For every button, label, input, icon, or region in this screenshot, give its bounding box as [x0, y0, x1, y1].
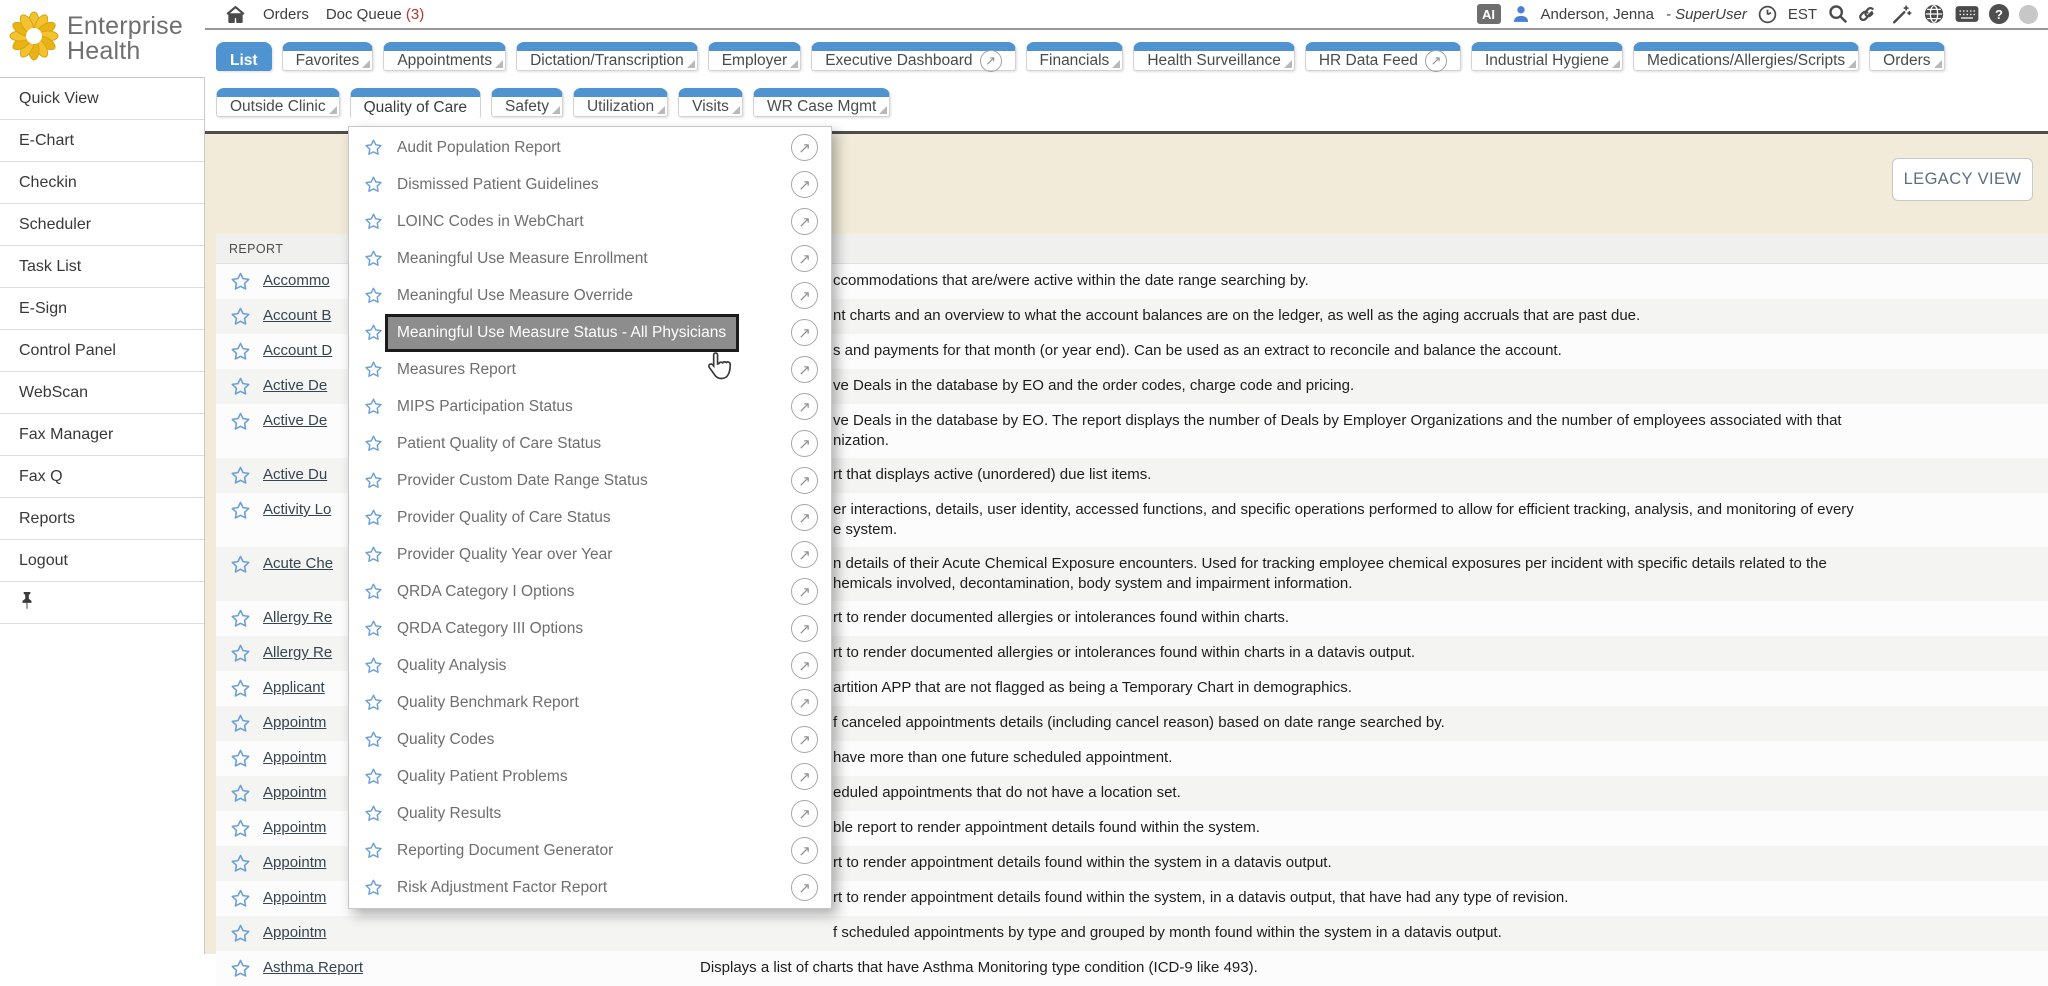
tab-list[interactable] [216, 42, 272, 71]
favorite-star-icon[interactable] [364, 693, 384, 712]
dropdown-item-label-wrap [397, 324, 791, 342]
help-icon[interactable]: ? [1989, 4, 2009, 24]
sidebar-item-label: Task List [19, 257, 82, 275]
favorite-star-icon[interactable] [364, 138, 384, 157]
dropdown-item-label-wrap [397, 583, 791, 601]
tab-employer[interactable] [708, 42, 801, 71]
report-link[interactable]: Appointm [263, 819, 327, 836]
logo-line1: Enterprise [67, 11, 183, 40]
open-report-arrow-icon[interactable]: ↗ [791, 208, 818, 235]
report-link[interactable]: Active Du [263, 466, 328, 483]
dropdown-item-label-wrap [397, 435, 791, 453]
report-description [700, 748, 2048, 768]
report-description-line: s and payments for that month (or year end). Can be used as an extract to reconcile and balance the account. [833, 342, 1562, 359]
tab-label: Quality of Care [363, 98, 468, 116]
pin-icon [19, 591, 35, 615]
report-description-line: nization. [833, 432, 889, 449]
report-description-line: rt to render appointment details found within the system, in a datavis output, that have had any type of revision. [833, 889, 1569, 906]
tab-appointments[interactable] [383, 42, 506, 71]
favorite-star-icon[interactable] [230, 271, 252, 292]
sidebar-item-fax-q[interactable] [0, 456, 204, 498]
dropdown-menu-item[interactable] [349, 832, 831, 869]
dropdown-item-label-wrap [397, 472, 791, 490]
report-description [700, 608, 2048, 628]
favorite-star-icon[interactable] [364, 360, 384, 379]
dropdown-item-label: Patient Quality of Care Status [397, 434, 602, 452]
favorite-star-icon[interactable] [364, 656, 384, 675]
favorite-star-icon[interactable] [364, 175, 384, 194]
sidebar-item-label: Logout [19, 551, 68, 569]
favorite-star-icon[interactable] [364, 804, 384, 823]
dropdown-menu-item[interactable] [349, 795, 831, 832]
report-description [700, 554, 2048, 594]
tab-outside-clinic[interactable] [216, 88, 340, 117]
tab-label: Industrial Hygiene [1484, 51, 1610, 69]
tab-label: Employer [721, 51, 788, 69]
open-report-arrow-icon[interactable]: ↗ [791, 393, 818, 420]
dropdown-item-label: QRDA Category III Options [397, 619, 584, 637]
tab-orders[interactable] [1869, 42, 1944, 71]
tab-quality-of-care[interactable] [350, 88, 481, 119]
report-description [700, 271, 2048, 291]
dropdown-item-label: Meaningful Use Measure Override [397, 286, 634, 304]
sidebar-item-e-chart[interactable] [0, 120, 204, 162]
tab-financials[interactable] [1026, 42, 1124, 71]
dropdown-item-label-wrap [397, 694, 791, 712]
sidebar-item-reports[interactable] [0, 498, 204, 540]
report-description-line: e system. [833, 521, 898, 538]
open-report-arrow-icon[interactable]: ↗ [791, 874, 818, 901]
report-link[interactable]: Applicant [263, 679, 325, 696]
tab-safety[interactable] [491, 88, 563, 117]
tab-label: Dictation/Transcription [530, 51, 684, 69]
breadcrumb-orders[interactable]: Orders [263, 5, 309, 23]
dropdown-item-label-wrap [397, 842, 791, 860]
doc-queue-count: (3) [405, 5, 425, 23]
open-report-arrow-icon[interactable]: ↗ [791, 134, 818, 161]
dropdown-menu-item[interactable] [349, 684, 831, 721]
report-link[interactable]: Account B [263, 307, 332, 324]
tab-label: Orders [1883, 51, 1931, 69]
clock-icon[interactable] [1757, 4, 1778, 25]
tab-label: List [230, 51, 258, 69]
report-description [700, 853, 2048, 873]
open-report-arrow-icon[interactable]: ↗ [791, 245, 818, 272]
report-description-line: er interactions, details, user identity, accessed functions, and specific operations performed to allow for efficient tracking, analysis, and monitoring of every [833, 501, 1854, 518]
open-report-arrow-icon[interactable]: ↗ [791, 763, 818, 790]
tab-row-1 [216, 42, 1945, 71]
ai-badge[interactable]: AI [1477, 4, 1501, 24]
dropdown-item-label-wrap [397, 250, 791, 268]
report-link[interactable]: Account D [263, 342, 333, 359]
top-bar [205, 0, 2048, 30]
dropdown-item-label: Quality Analysis [397, 656, 507, 674]
report-description-line: ble report to render appointment details found within the system. [833, 819, 1260, 836]
favorite-star-icon[interactable] [230, 818, 252, 839]
tab-label: Safety [505, 97, 549, 115]
tab-label: Executive Dashboard [825, 51, 973, 69]
report-link[interactable]: Appointm [263, 749, 327, 766]
favorite-star-icon[interactable] [230, 923, 252, 944]
report-link[interactable]: Allergy Re [263, 609, 333, 626]
sidebar-item-label: Fax Manager [19, 425, 114, 443]
report-link[interactable]: Asthma Report [263, 959, 364, 976]
top-right-toolbar [1477, 3, 2048, 25]
sidebar-item-label: WebScan [19, 383, 89, 401]
favorite-star-icon[interactable] [364, 619, 384, 638]
tab-label: WR Case Mgmt [766, 97, 877, 115]
favorite-star-icon[interactable] [230, 783, 252, 804]
dropdown-menu-item[interactable] [349, 462, 831, 499]
report-description-line: have more than one future scheduled appointment. [833, 749, 1173, 766]
favorite-star-icon[interactable] [230, 678, 252, 699]
favorite-star-icon[interactable] [230, 643, 252, 664]
report-description-line: Displays a list of charts that have Asthma Monitoring type condition (ICD-9 like 493). [700, 959, 1258, 976]
report-link[interactable]: Active De [263, 377, 328, 394]
open-report-arrow-icon[interactable]: ↗ [791, 282, 818, 309]
dropdown-item-label: Quality Patient Problems [397, 767, 568, 785]
dropdown-item-label: LOINC Codes in WebChart [397, 212, 584, 230]
app-logo [0, 0, 205, 78]
timezone-label: EST [1787, 5, 1817, 23]
report-description-line: nt charts and an overview to what the account balances are on the ledger, as well as the aging accruals that are past due. [833, 307, 1641, 324]
open-report-arrow-icon[interactable]: ↗ [791, 837, 818, 864]
favorite-star-icon[interactable] [364, 286, 384, 305]
report-description-line: eduled appointments that do not have a location set. [833, 784, 1181, 801]
report-description [700, 643, 2048, 663]
favorite-star-icon[interactable] [230, 341, 252, 362]
open-report-arrow-icon[interactable]: ↗ [791, 689, 818, 716]
report-description-line: rt to render documented allergies or intolerances found within charts in a datavis output. [833, 644, 1415, 661]
sidebar-item-label: E-Chart [19, 131, 75, 149]
dropdown-item-label-wrap [397, 805, 791, 823]
sidebar-item-e-sign[interactable] [0, 288, 204, 330]
tab-industrial-hygiene[interactable] [1471, 42, 1623, 71]
wand-icon[interactable] [1891, 3, 1913, 25]
report-description-line: ve Deals in the database by EO and the order codes, charge code and pricing. [833, 377, 1355, 394]
tab-label: Financials [1039, 51, 1110, 69]
dropdown-item-label: Quality Codes [397, 730, 495, 748]
sidebar-item-label: Scheduler [19, 215, 92, 233]
open-report-arrow-icon[interactable]: ↗ [791, 615, 818, 642]
dropdown-menu-item[interactable] [349, 647, 831, 684]
table-row [216, 951, 2048, 986]
report-description [700, 888, 2048, 908]
dropdown-item-label-wrap [397, 213, 791, 231]
logo-line2: Health [67, 36, 141, 65]
favorite-star-icon[interactable] [230, 713, 252, 734]
sidebar-item-scheduler[interactable] [0, 204, 204, 246]
breadcrumb [225, 4, 424, 25]
dropdown-menu-item[interactable] [349, 425, 831, 462]
favorite-star-icon[interactable] [364, 434, 384, 453]
link-icon[interactable] [1859, 3, 1881, 25]
report-link[interactable]: Activity Lo [263, 501, 332, 518]
report-description [700, 958, 2048, 978]
sidebar-item-checkin[interactable] [0, 162, 204, 204]
favorite-star-icon[interactable] [364, 878, 384, 897]
dropdown-menu-item[interactable] [349, 499, 831, 536]
report-description [700, 500, 2048, 540]
report-description-line: f scheduled appointments by type and grouped by month found within the system in a datavis output. [833, 924, 1502, 941]
dropdown-item-label: QRDA Category I Options [397, 582, 575, 600]
dropdown-menu-item[interactable] [349, 240, 831, 277]
home-icon[interactable] [225, 4, 246, 25]
report-description-line: ccommodations that are/were active within the date range searching by. [833, 272, 1309, 289]
user-name[interactable]: Anderson, Jenna [1540, 5, 1654, 23]
dropdown-item-label: MIPS Participation Status [397, 397, 573, 415]
favorite-star-icon[interactable] [230, 608, 252, 629]
dropdown-item-label: Quality Benchmark Report [397, 693, 579, 711]
open-report-arrow-icon[interactable]: ↗ [791, 541, 818, 568]
dropdown-item-label-wrap [397, 879, 791, 897]
sidebar-item-webscan[interactable] [0, 372, 204, 414]
globe-icon[interactable] [1923, 3, 1945, 25]
report-link[interactable]: Allergy Re [263, 644, 333, 661]
open-report-arrow-icon[interactable]: ↗ [791, 356, 818, 383]
report-description-line: rt to render appointment details found within the system in a datavis output. [833, 854, 1332, 871]
open-report-arrow-icon[interactable]: ↗ [791, 726, 818, 753]
tab-label: Outside Clinic [230, 97, 326, 115]
report-column-header: REPORT [216, 234, 2048, 264]
enterprise-health-flower-icon [8, 10, 60, 67]
dropdown-item-label: Measures Report [397, 360, 516, 378]
report-description [700, 923, 2048, 943]
dropdown-menu-item[interactable] [349, 277, 831, 314]
dropdown-item-label-wrap [397, 731, 791, 749]
tab-visits[interactable] [678, 88, 743, 117]
dropdown-item-label-wrap [397, 361, 791, 379]
dropdown-menu-item[interactable] [349, 351, 831, 388]
tab-executive-dashboard[interactable] [811, 42, 1015, 71]
dropdown-item-label-wrap [397, 509, 791, 527]
sidebar-item-label: Quick View [19, 89, 99, 107]
tab-medications-allergies-scripts[interactable] [1633, 42, 1859, 71]
dropdown-item-label-wrap [397, 546, 791, 564]
dropdown-item-label: Meaningful Use Measure Status - All Physicians [388, 317, 736, 349]
sidebar-item-label: E-Sign [19, 299, 68, 317]
report-description-line: artition APP that are not flagged as being a Temporary Chart in demographics. [833, 679, 1352, 696]
keyboard-icon[interactable] [1955, 4, 1979, 24]
favorite-star-icon[interactable] [364, 249, 384, 268]
external-link-icon[interactable]: ↗ [1425, 50, 1447, 72]
open-report-arrow-icon[interactable]: ↗ [791, 430, 818, 457]
sidebar-item-logout[interactable] [0, 540, 204, 582]
dropdown-item-label: Meaningful Use Measure Enrollment [397, 249, 648, 267]
sidebar-item-label: Control Panel [19, 341, 116, 359]
dropdown-menu-item[interactable] [349, 166, 831, 203]
dropdown-menu-item[interactable] [349, 869, 831, 906]
dropdown-menu-item[interactable] [349, 129, 831, 166]
open-report-arrow-icon[interactable]: ↗ [791, 800, 818, 827]
favorite-star-icon[interactable] [230, 376, 252, 397]
favorite-star-icon[interactable] [230, 853, 252, 874]
tab-favorites[interactable] [282, 42, 374, 71]
favorite-star-icon[interactable] [364, 730, 384, 749]
open-report-arrow-icon[interactable]: ↗ [791, 467, 818, 494]
report-link[interactable]: Acute Che [263, 555, 334, 572]
favorite-star-icon[interactable] [230, 888, 252, 909]
report-description [700, 411, 2048, 451]
dropdown-menu-item[interactable] [349, 388, 831, 425]
report-link[interactable]: Appointm [263, 924, 327, 941]
dropdown-menu-item[interactable] [349, 610, 831, 647]
user-role: - SuperUser [1665, 5, 1747, 23]
user-avatar-icon [1511, 4, 1531, 24]
tab-label: Utilization [586, 97, 655, 115]
dropdown-item-label-wrap [397, 768, 791, 786]
dropdown-item-label-wrap [397, 620, 791, 638]
search-icon[interactable] [1827, 3, 1849, 25]
favorite-star-icon[interactable] [364, 545, 384, 564]
report-link[interactable]: Accommo [263, 272, 330, 289]
favorite-star-icon[interactable] [230, 465, 252, 486]
favorite-star-icon[interactable] [364, 841, 384, 860]
report-description-line: hemicals involved, decontamination, body system and impairment information. [833, 575, 1353, 592]
tab-label: Visits [692, 97, 729, 115]
report-link[interactable]: Appointm [263, 889, 327, 906]
dropdown-menu-item[interactable] [349, 758, 831, 795]
sidebar-pin-button[interactable] [0, 582, 204, 624]
dropdown-menu-item[interactable] [349, 536, 831, 573]
favorite-star-icon[interactable] [364, 323, 384, 342]
dropdown-item-label: Dismissed Patient Guidelines [397, 175, 599, 193]
report-description [700, 341, 2048, 361]
sidebar-item-task-list[interactable] [0, 246, 204, 288]
presence-circle-icon[interactable] [2019, 5, 2038, 24]
tab-health-surveillance[interactable] [1133, 42, 1295, 71]
table-row [216, 916, 2048, 951]
tab-label: HR Data Feed [1318, 51, 1418, 69]
favorite-star-icon[interactable] [364, 212, 384, 231]
open-report-arrow-icon[interactable]: ↗ [791, 319, 818, 346]
legacy-view-button[interactable]: LEGACY VIEW [1892, 158, 2033, 201]
favorite-star-icon[interactable] [230, 958, 252, 979]
report-link[interactable]: Active De [263, 412, 328, 429]
dropdown-item-label-wrap [397, 657, 791, 675]
dropdown-item-label-wrap [397, 176, 791, 194]
favorite-star-icon[interactable] [364, 508, 384, 527]
tab-hr-data-feed[interactable] [1305, 42, 1461, 71]
sidebar [0, 78, 205, 954]
dropdown-item-label-wrap [397, 139, 791, 157]
sidebar-item-quick-view[interactable] [0, 78, 204, 120]
dropdown-item-label-wrap [397, 398, 791, 416]
tab-label: Appointments [397, 51, 493, 69]
sidebar-item-control-panel[interactable] [0, 330, 204, 372]
tab-label: Medications/Allergies/Scripts [1647, 51, 1846, 69]
tab-wr-case-mgmt[interactable] [753, 88, 890, 117]
tab-row-2 [216, 88, 890, 119]
report-description-line: rt that displays active (unordered) due list items. [833, 466, 1152, 483]
open-report-arrow-icon[interactable]: ↗ [791, 504, 818, 531]
report-description [700, 818, 2048, 838]
favorite-star-icon[interactable] [230, 500, 252, 521]
dropdown-item-label: Reporting Document Generator [397, 841, 614, 859]
tab-dictation-transcription[interactable] [516, 42, 698, 71]
favorite-star-icon[interactable] [230, 306, 252, 327]
sidebar-item-label: Fax Q [19, 467, 63, 485]
breadcrumb-doc-queue[interactable]: Doc Queue (3) [325, 5, 425, 23]
dropdown-menu-item[interactable] [349, 203, 831, 240]
report-description [700, 306, 2048, 326]
report-description-line: n details of their Acute Chemical Exposure encounters. Used for tracking employee chemical exposures per incident with specific details related to the [833, 555, 1827, 572]
report-description-line: f canceled appointments details (including cancel reason) based on date range searched by. [833, 714, 1445, 731]
dropdown-item-label: Provider Quality Year over Year [397, 545, 613, 563]
dropdown-item-label: Risk Adjustment Factor Report [397, 878, 608, 896]
dropdown-item-label: Provider Custom Date Range Status [397, 471, 648, 489]
sidebar-item-fax-manager[interactable] [0, 414, 204, 456]
favorite-star-icon[interactable] [364, 397, 384, 416]
dropdown-item-label-wrap [397, 287, 791, 305]
tab-utilization[interactable] [573, 88, 668, 117]
report-link[interactable]: Appointm [263, 784, 327, 801]
dropdown-menu-item[interactable] [349, 573, 831, 610]
report-description-line: rt to render documented allergies or intolerances found within charts. [833, 609, 1290, 626]
favorite-star-icon[interactable] [364, 767, 384, 786]
sidebar-item-label: Checkin [19, 173, 77, 191]
report-description [700, 678, 2048, 698]
favorite-star-icon[interactable] [364, 582, 384, 601]
dropdown-item-label: Provider Quality of Care Status [397, 508, 611, 526]
report-description [700, 465, 2048, 485]
favorite-star-icon[interactable] [364, 471, 384, 490]
open-report-arrow-icon[interactable]: ↗ [791, 652, 818, 679]
quality-of-care-dropdown [348, 126, 832, 909]
report-description [700, 783, 2048, 803]
dropdown-menu-item[interactable] [349, 314, 831, 351]
open-report-arrow-icon[interactable]: ↗ [791, 578, 818, 605]
tab-label: Health Surveillance [1147, 51, 1281, 69]
report-description [700, 713, 2048, 733]
tab-label: Favorites [295, 51, 360, 69]
favorite-star-icon[interactable] [230, 554, 252, 575]
report-link[interactable]: Appointm [263, 714, 327, 731]
sidebar-item-label: Reports [19, 509, 76, 527]
dropdown-item-label: Audit Population Report [397, 138, 561, 156]
dropdown-menu-item[interactable] [349, 721, 831, 758]
favorite-star-icon[interactable] [230, 411, 252, 432]
dropdown-item-label: Quality Results [397, 804, 502, 822]
report-description-line: ve Deals in the database by EO. The report displays the number of Deals by Employer Organizations and the number of employees associated with that [833, 412, 1842, 429]
open-report-arrow-icon[interactable]: ↗ [791, 171, 818, 198]
report-link[interactable]: Appointm [263, 854, 327, 871]
report-description [700, 376, 2048, 396]
external-link-icon[interactable]: ↗ [980, 50, 1002, 72]
favorite-star-icon[interactable] [230, 748, 252, 769]
